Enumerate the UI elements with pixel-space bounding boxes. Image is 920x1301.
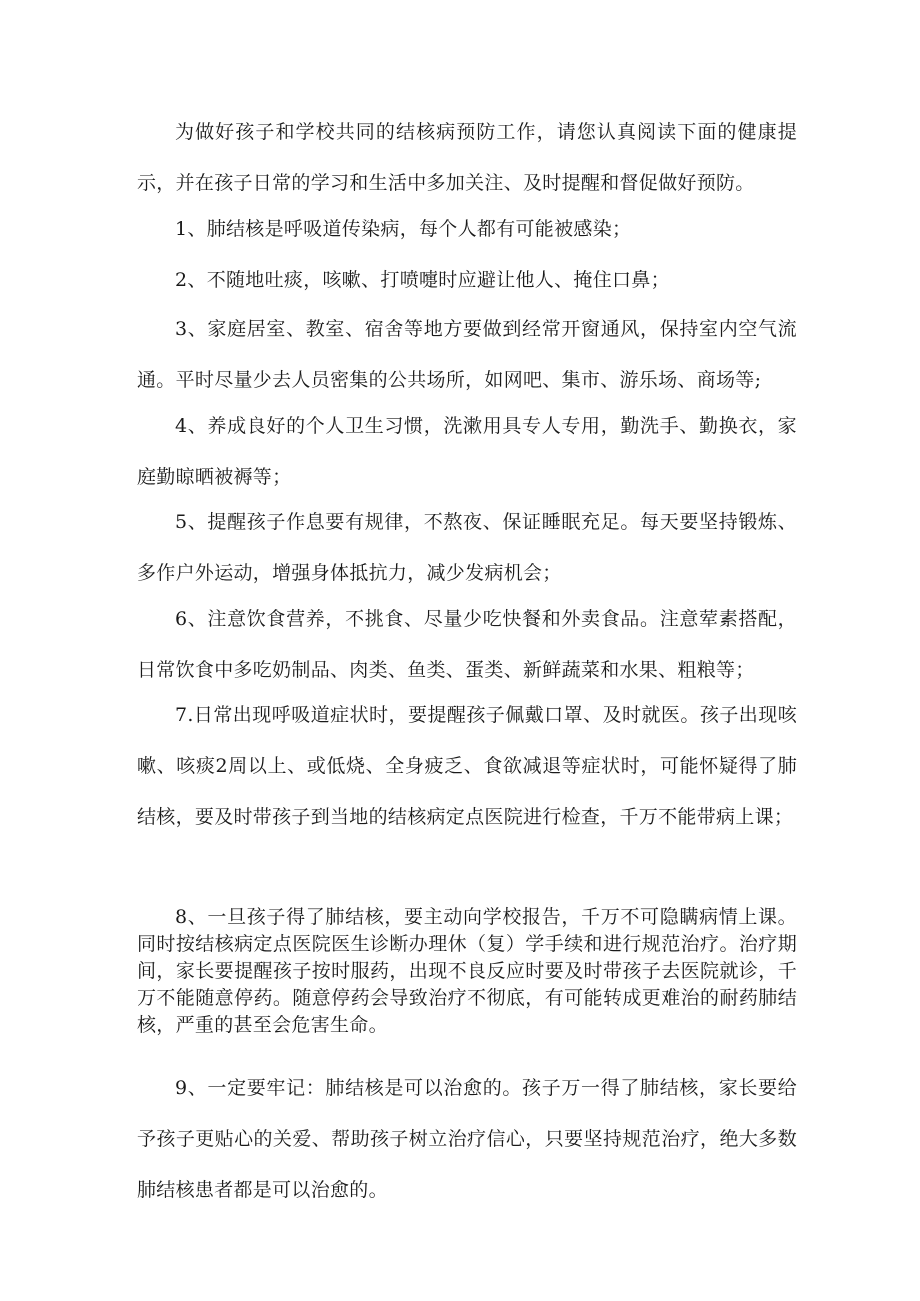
tip-7-paragraph: 7.日常出现呼吸道症状时，要提醒孩子佩戴口罩、及时就医。孩子出现咳嗽、咳痰2周以上、或低烧、全身疲乏、食欲减退等症状时，可能怀疑得了肺结核，要及时带孩子到当地的结核病定点医院进行检查，千万不能带病上课； — [137, 704, 797, 828]
intro-paragraph: 为做好孩子和学校共同的结核病预防工作，请您认真阅读下面的健康提示，并在孩子日常的学习和生活中多加关注、及时提醒和督促做好预防。 — [137, 121, 797, 194]
tip-6-paragraph: 6、注意饮食营养，不挑食、尽量少吃快餐和外卖食品。注意荤素搭配，日常饮食中多吃奶制品、肉类、鱼类、蛋类、新鲜蔬菜和水果、粗粮等； — [137, 608, 797, 681]
tip-5-paragraph: 5、提醒孩子作息要有规律，不熬夜、保证睡眠充足。每天要坚持锻炼、多作户外运动，增强身体抵抗力，减少发病机会； — [137, 511, 797, 584]
tip-2-paragraph: 2、不随地吐痰，咳嗽、打喷嚏时应避让他人、掩住口鼻； — [175, 269, 670, 291]
tip-4-paragraph: 4、养成良好的个人卫生习惯，洗漱用具专人专用，勤洗手、勤换衣，家庭勤晾晒被褥等； — [137, 415, 797, 488]
tip-8-paragraph: 8、一旦孩子得了肺结核，要主动向学校报告，千万不可隐瞒病情上课。同时按结核病定点医院医生诊断办理休（复）学手续和进行规范治疗。治疗期间，家长要提醒孩子按时服药，出现不良反应时要及时带孩子去医院就诊，千万不能随意停药。随意停药会导致治疗不彻底，有可能转成更难治的耐药肺结核，严重的甚至会危害生命。 — [137, 906, 797, 1036]
tip-1-paragraph: 1、肺结核是呼吸道传染病，每个人都有可能被感染； — [175, 218, 632, 240]
tip-3-paragraph: 3、家庭居室、教室、宿舍等地方要做到经常开窗通风，保持室内空气流通。平时尽量少去人员密集的公共场所，如网吧、集市、游乐场、商场等; — [137, 318, 797, 391]
tip-9-paragraph: 9、一定要牢记：肺结核是可以治愈的。孩子万一得了肺结核，家长要给予孩子更贴心的关爱、帮助孩子树立治疗信心，只要坚持规范治疗，绝大多数肺结核患者都是可以治愈的。 — [137, 1077, 797, 1201]
